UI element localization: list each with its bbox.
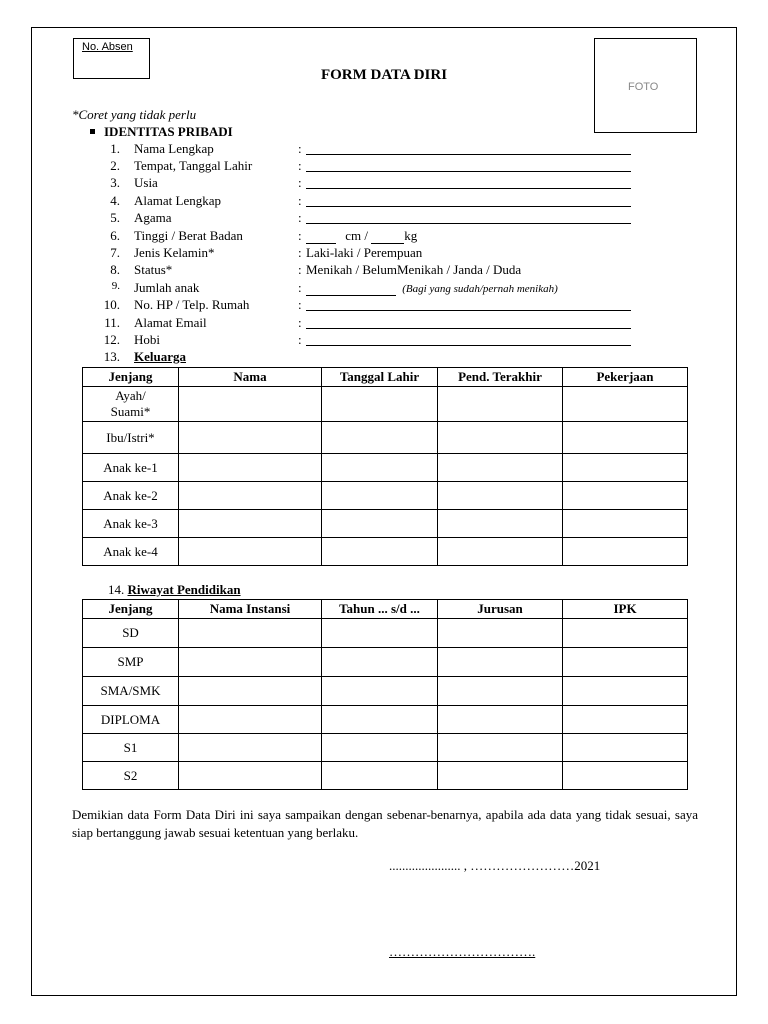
table-cell[interactable] xyxy=(322,734,438,762)
field-colon: : xyxy=(298,210,302,225)
table-header-row xyxy=(83,600,688,619)
table-cell[interactable] xyxy=(179,706,322,734)
tinggi-berat-value xyxy=(306,228,417,244)
table-cell[interactable] xyxy=(438,619,563,648)
table-cell[interactable] xyxy=(322,706,438,734)
pendidikan-title: Riwayat Pendidikan xyxy=(127,582,241,597)
hobi-input-line[interactable] xyxy=(306,345,631,346)
table-header: Pend. Terakhir xyxy=(438,368,563,387)
table-cell[interactable] xyxy=(179,619,322,648)
field-num: 10. xyxy=(103,297,120,312)
date-line[interactable]: ...................... , ……………………2021 xyxy=(389,858,601,873)
field-colon: : xyxy=(298,193,302,208)
kg-unit: kg xyxy=(404,228,418,243)
table-cell[interactable] xyxy=(438,762,563,790)
field-num: 11. xyxy=(104,315,120,330)
keluarga-table xyxy=(82,367,688,566)
table-cell[interactable] xyxy=(438,422,563,454)
field-label: Tempat, Tanggal Lahir xyxy=(134,158,253,173)
field-label: Jenis Kelamin* xyxy=(134,245,215,260)
field-label: Nama Lengkap xyxy=(134,141,214,156)
row-label: Anak ke-2 xyxy=(83,482,179,510)
table-cell[interactable] xyxy=(179,454,322,482)
field-label: Tinggi / Berat Badan xyxy=(134,228,243,243)
bullet-icon xyxy=(90,129,95,134)
table-cell[interactable] xyxy=(322,482,438,510)
table-cell[interactable] xyxy=(322,454,438,482)
jumlah-anak-input-line[interactable] xyxy=(306,283,396,296)
table-row xyxy=(83,734,688,762)
table-header: Pekerjaan xyxy=(563,368,688,387)
table-cell[interactable] xyxy=(438,706,563,734)
table-cell[interactable] xyxy=(179,762,322,790)
jenis-kelamin-options[interactable]: Laki-laki / Perempuan xyxy=(306,245,423,260)
strike-note: *Coret yang tidak perlu xyxy=(72,107,197,122)
row-label: S2 xyxy=(83,762,179,790)
table-row xyxy=(83,454,688,482)
table-cell[interactable] xyxy=(179,648,322,677)
no-hp-input-line[interactable] xyxy=(306,310,631,311)
table-header-row xyxy=(83,368,688,387)
row-label: DIPLOMA xyxy=(83,706,179,734)
table-header: Jenjang xyxy=(83,368,179,387)
cm-unit: cm / xyxy=(345,228,368,243)
field-jumlah-anak xyxy=(0,280,768,297)
table-cell[interactable] xyxy=(322,619,438,648)
field-hobi xyxy=(0,332,768,349)
email-input-line[interactable] xyxy=(306,328,631,329)
field-tinggi-berat xyxy=(0,228,768,245)
row-label: Anak ke-1 xyxy=(83,454,179,482)
berat-input-line[interactable] xyxy=(371,231,404,244)
table-cell[interactable] xyxy=(563,648,688,677)
alamat-input-line[interactable] xyxy=(306,206,631,207)
field-label: Agama xyxy=(134,210,172,225)
pendidikan-table xyxy=(82,599,688,790)
table-row xyxy=(83,762,688,790)
table-cell[interactable] xyxy=(322,387,438,422)
table-cell[interactable] xyxy=(563,538,688,566)
table-cell[interactable] xyxy=(322,677,438,706)
field-status xyxy=(0,262,768,279)
table-row xyxy=(83,648,688,677)
field-usia xyxy=(0,175,768,192)
usia-input-line[interactable] xyxy=(306,188,631,189)
table-cell[interactable] xyxy=(438,734,563,762)
jumlah-anak-value xyxy=(306,280,558,296)
closing-statement: Demikian data Form Data Diri ini saya sampaikan dengan sebenar-benarnya, apabila ada data yang tidak sesuai, saya siap bertanggung jawab sesuai ketentuan yang berlaku. xyxy=(72,807,698,840)
table-cell[interactable] xyxy=(438,648,563,677)
field-colon: : xyxy=(298,141,302,156)
table-cell[interactable] xyxy=(179,538,322,566)
field-colon: : xyxy=(298,245,302,260)
table-cell[interactable] xyxy=(179,387,322,422)
field-no-hp xyxy=(0,297,768,314)
table-cell[interactable] xyxy=(322,762,438,790)
absen-label: No. Absen xyxy=(82,41,133,53)
agama-input-line[interactable] xyxy=(306,223,631,224)
field-num: 5. xyxy=(110,210,120,225)
status-options[interactable]: Menikah / BelumMenikah / Janda / Duda xyxy=(306,262,522,277)
table-header: Jenjang xyxy=(83,600,179,619)
table-cell[interactable] xyxy=(438,510,563,538)
ttl-input-line[interactable] xyxy=(306,171,631,172)
field-num: 7. xyxy=(110,245,120,260)
field-alamat-lengkap xyxy=(0,193,768,210)
table-cell[interactable] xyxy=(322,648,438,677)
section-heading-text: IDENTITAS PRIBADI xyxy=(104,124,233,139)
table-header: Jurusan xyxy=(438,600,563,619)
row-label: Anak ke-4 xyxy=(83,538,179,566)
pendidikan-heading xyxy=(108,582,241,598)
table-cell[interactable] xyxy=(322,538,438,566)
table-row xyxy=(83,706,688,734)
table-cell[interactable] xyxy=(438,482,563,510)
section-heading xyxy=(90,124,233,140)
table-cell[interactable] xyxy=(563,510,688,538)
field-colon: : xyxy=(298,228,302,243)
field-num: 2. xyxy=(110,158,120,173)
table-cell[interactable] xyxy=(563,482,688,510)
table-cell[interactable] xyxy=(563,734,688,762)
field-jenis-kelamin xyxy=(0,245,768,262)
table-header: IPK xyxy=(563,600,688,619)
table-cell[interactable] xyxy=(563,619,688,648)
tinggi-input-line[interactable] xyxy=(306,231,336,244)
table-cell[interactable] xyxy=(179,677,322,706)
field-label: Hobi xyxy=(134,332,160,347)
field-nama-lengkap xyxy=(0,141,768,158)
field-colon: : xyxy=(298,315,302,330)
table-row xyxy=(83,510,688,538)
row-label: Ayah/ Suami* xyxy=(83,387,179,422)
table-cell[interactable] xyxy=(563,706,688,734)
field-label: Usia xyxy=(134,175,158,190)
field-num: 12. xyxy=(103,332,120,347)
keluarga-title: Keluarga xyxy=(134,349,186,364)
table-cell[interactable] xyxy=(438,677,563,706)
field-num: 8. xyxy=(110,262,120,277)
row-label: SD xyxy=(83,619,179,648)
row-label: Anak ke-3 xyxy=(83,510,179,538)
jumlah-anak-hint: (Bagi yang sudah/pernah menikah) xyxy=(402,283,558,295)
table-header: Tahun ... s/d ... xyxy=(322,600,438,619)
field-label: Alamat Email xyxy=(134,315,207,330)
field-colon: : xyxy=(298,175,302,190)
field-colon: : xyxy=(298,280,302,295)
form-title: FORM DATA DIRI xyxy=(320,67,448,83)
table-cell[interactable] xyxy=(563,387,688,422)
table-cell[interactable] xyxy=(322,510,438,538)
field-colon: : xyxy=(298,158,302,173)
table-cell[interactable] xyxy=(563,762,688,790)
table-cell[interactable] xyxy=(438,387,563,422)
field-agama xyxy=(0,210,768,227)
table-cell[interactable] xyxy=(563,677,688,706)
field-email xyxy=(0,315,768,332)
table-row xyxy=(83,538,688,566)
field-label: Status* xyxy=(134,262,173,277)
field-num: 6. xyxy=(110,228,120,243)
field-label: Jumlah anak xyxy=(134,280,200,295)
table-row xyxy=(83,482,688,510)
field-num: 3. xyxy=(110,175,120,190)
row-label: Ibu/Istri* xyxy=(83,422,179,454)
table-row xyxy=(83,677,688,706)
field-tempat-tanggal-lahir xyxy=(0,158,768,175)
table-cell[interactable] xyxy=(179,422,322,454)
table-row xyxy=(83,619,688,648)
signature-line[interactable]: ……………………………. xyxy=(389,944,536,959)
field-colon: : xyxy=(298,332,302,347)
field-label: No. HP / Telp. Rumah xyxy=(134,297,250,312)
table-header: Nama Instansi xyxy=(179,600,322,619)
field-num: 9. xyxy=(111,280,120,292)
table-cell[interactable] xyxy=(563,422,688,454)
table-header: Nama xyxy=(179,368,322,387)
field-num: 14. xyxy=(108,582,125,597)
field-num: 13. xyxy=(103,349,120,364)
photo-label: FOTO xyxy=(628,81,659,93)
nama-lengkap-input-line[interactable] xyxy=(306,154,631,155)
table-cell[interactable] xyxy=(179,482,322,510)
row-label: SMP xyxy=(83,648,179,677)
row-label: S1 xyxy=(83,734,179,762)
table-row xyxy=(83,422,688,454)
table-cell[interactable] xyxy=(438,538,563,566)
table-cell[interactable] xyxy=(322,422,438,454)
keluarga-heading xyxy=(0,349,768,366)
field-colon: : xyxy=(298,262,302,277)
field-label: Alamat Lengkap xyxy=(134,193,221,208)
field-num: 1. xyxy=(110,141,120,156)
table-cell[interactable] xyxy=(179,734,322,762)
row-label: SMA/SMK xyxy=(83,677,179,706)
photo-box[interactable] xyxy=(594,38,697,133)
field-num: 4. xyxy=(110,193,120,208)
table-cell[interactable] xyxy=(563,454,688,482)
table-cell[interactable] xyxy=(438,454,563,482)
table-header: Tanggal Lahir xyxy=(322,368,438,387)
table-row xyxy=(83,387,688,422)
table-cell[interactable] xyxy=(179,510,322,538)
field-colon: : xyxy=(298,297,302,312)
